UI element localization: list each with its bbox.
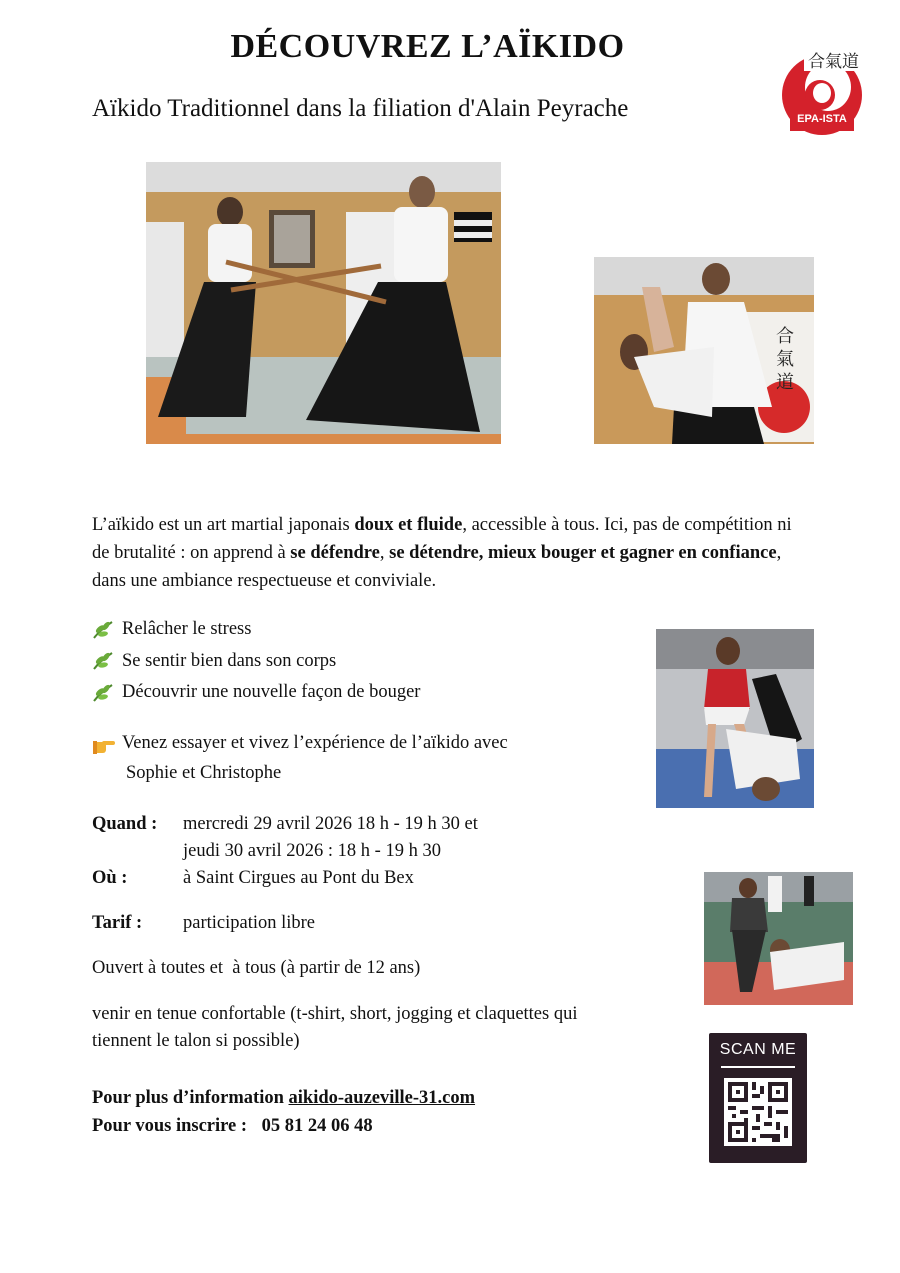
attire-line-1: venir en tenue confortable (t-shirt, short, jogging et claquettes qui <box>92 1004 578 1024</box>
intro-text-2: , accessible à tous. Ici, pas de compétition ni de brutalité : on apprend à <box>92 515 792 563</box>
qr-divider <box>721 1066 795 1068</box>
list-item <box>92 646 420 678</box>
list-item <box>92 677 420 709</box>
open-to-text: Ouvert à toutes et à tous (à partir de 12 ans) <box>92 958 421 978</box>
where-label: Où : <box>92 868 128 888</box>
page-subtitle: Aïkido Traditionnel dans la filiation d'Alain Peyrache <box>92 95 629 122</box>
logo-kanji: 合氣道 <box>808 52 859 72</box>
intro-text-4: , dans une ambiance respectueuse et conviviale. <box>92 543 782 591</box>
svg-text:合: 合 <box>776 326 794 347</box>
when-line-1: mercredi 29 avril 2026 18 h - 19 h 30 et <box>183 814 478 834</box>
qr-code-card[interactable] <box>709 1033 807 1163</box>
page-title: DÉCOUVREZ L’AÏKIDO <box>230 28 625 65</box>
intro-bold-2: se défendre <box>290 543 380 563</box>
pointing-hand-icon <box>92 734 116 752</box>
benefit-text: Se sentir bien dans son corps <box>122 650 337 671</box>
benefits-list <box>92 614 420 709</box>
invite-line-2: Sophie et Christophe <box>126 763 282 783</box>
info-label: Pour plus d’information <box>92 1088 289 1108</box>
list-item <box>92 614 420 646</box>
photo-mat-practice <box>656 629 814 808</box>
leaf-icon <box>92 651 114 671</box>
price-label: Tarif : <box>92 913 143 933</box>
svg-text:道: 道 <box>776 372 794 393</box>
price-value: participation libre <box>183 913 316 933</box>
register-label: Pour vous inscrire : <box>92 1116 252 1136</box>
phone-number[interactable]: 05 81 24 06 48 <box>261 1116 373 1136</box>
photo-group-practice <box>704 872 853 1005</box>
intro-paragraph <box>92 511 792 595</box>
epa-ista-logo <box>780 43 864 139</box>
website-link[interactable]: aikido-auzeville-31.com <box>288 1088 476 1108</box>
qr-caption: SCAN ME <box>719 1041 797 1058</box>
intro-bold-1: doux et fluide <box>354 515 463 535</box>
invite-block <box>92 728 508 788</box>
intro-text-3: , <box>379 543 390 563</box>
where-value: à Saint Cirgues au Pont du Bex <box>183 868 414 888</box>
contact-block <box>92 1084 475 1140</box>
invite-line-1: Venez essayer et vivez l’expérience de l’aïkido avec <box>122 733 508 753</box>
when-label: Quand : <box>92 814 158 834</box>
logo-label: EPA-ISTA <box>797 113 847 125</box>
benefit-text: Découvrir une nouvelle façon de bouger <box>122 682 421 702</box>
leaf-icon <box>92 683 114 703</box>
leaf-icon <box>92 620 114 640</box>
benefit-text: Relâcher le stress <box>122 619 252 639</box>
intro-bold-3: se détendre, mieux bouger et gagner en confiance <box>389 543 777 563</box>
photo-bokken-practice <box>146 162 501 444</box>
when-line-2: jeudi 30 avril 2026 : 18 h - 19 h 30 <box>183 841 441 861</box>
photo-throw-technique <box>594 257 814 444</box>
attire-line-2: tiennent le talon si possible) <box>92 1031 300 1051</box>
qr-code-icon <box>724 1078 792 1146</box>
svg-text:氣: 氣 <box>776 349 794 370</box>
intro-text-1: L’aïkido est un art martial japonais <box>92 515 355 535</box>
